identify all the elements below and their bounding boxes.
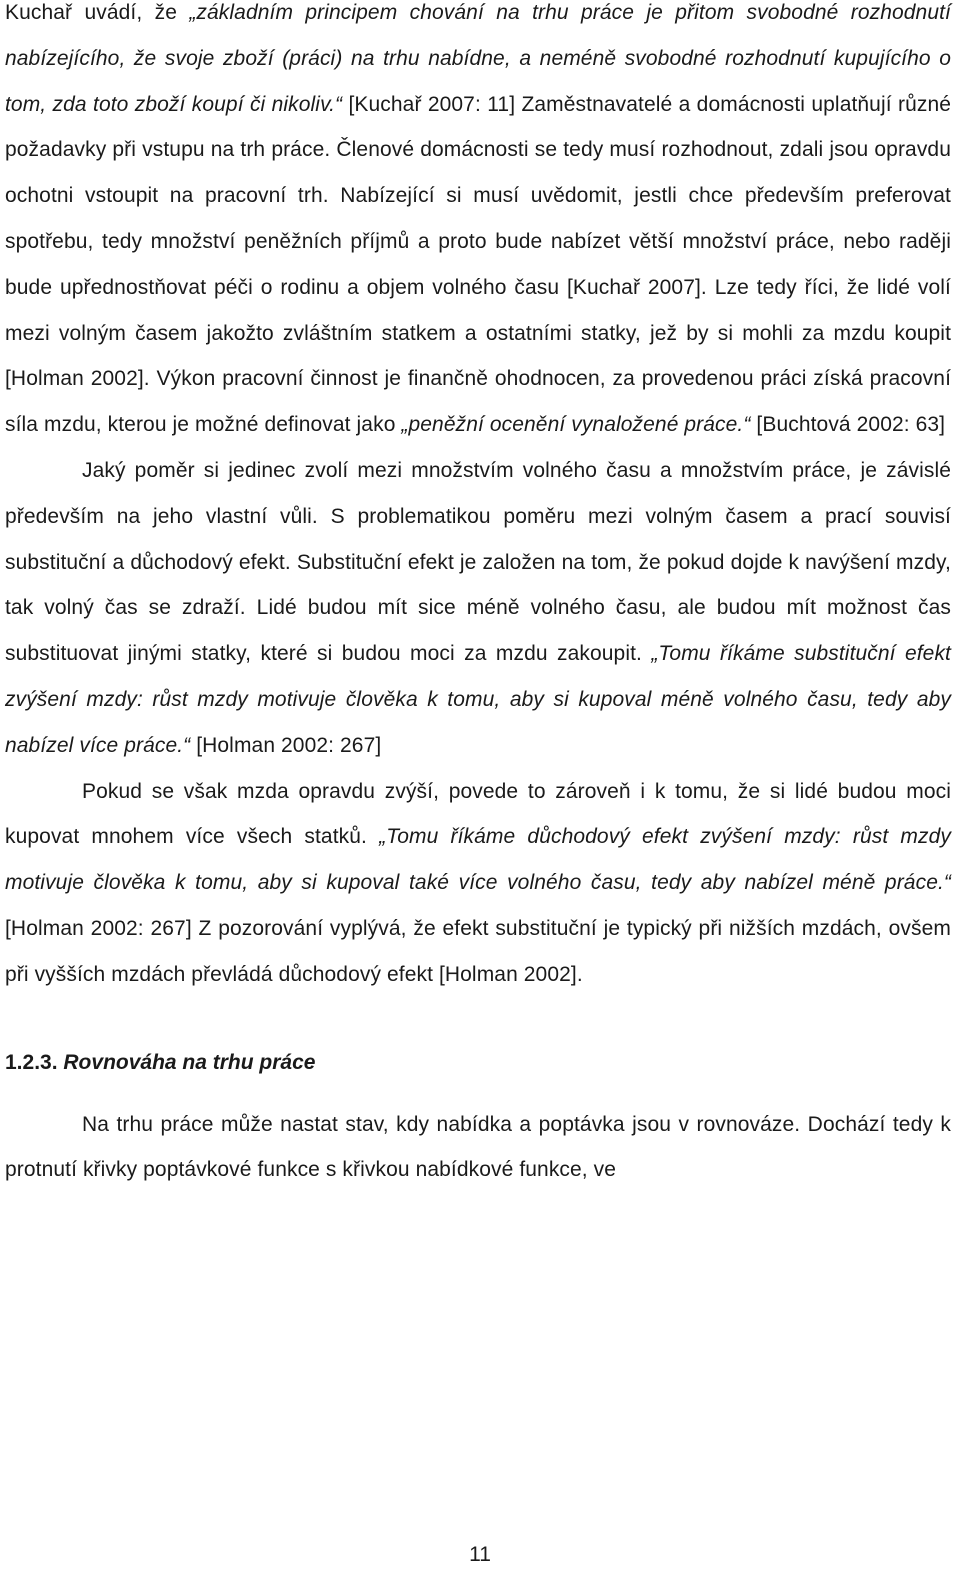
text-run: [Buchtová 2002: 63]	[750, 413, 946, 437]
quote-text: „Tomu říkáme důchodový efekt zvýšení mzdy: růst mzdy motivuje člověka k tomu, aby si kupoval také více volného času, tedy aby nabízel méně práce.“	[5, 825, 952, 895]
section-number: 1.2.3.	[5, 1050, 58, 1074]
quote-text: „základním principem chování na trhu práce je přitom svobodné rozhodnutí nabízejícího, že svoje zboží (práci) na trhu nabídne, a neméně svobodné rozhodnutí kupujícího o tom, zda toto zboží koupí či nikoliv.“	[5, 1, 951, 116]
text-run: Pokud se však mzda opravdu zvýší, povede to zároveň i k tomu, že si lidé budou moci kupovat mnohem více všech statků.	[5, 779, 951, 849]
document-page	[5, 0, 951, 1193]
text-run: [Holman 2002: 267] Z pozorování vyplývá, že efekt substituční je typický při nižších mzdách, ovšem při vyšších mzdách převládá důchodový efekt [Holman 2002].	[5, 916, 951, 986]
section-heading	[5, 1046, 951, 1080]
quote-text: „Tomu říkáme substituční efekt zvýšení mzdy: růst mzdy motivuje člověka k tomu, aby si kupoval méně volného času, tedy aby nabízel více práce.“	[5, 642, 951, 757]
text-run: [Holman 2002: 267]	[190, 733, 382, 757]
body-text	[5, 0, 951, 998]
paragraph	[5, 448, 951, 769]
quote-text: „peněžní ocenění vynaložené práce.“	[401, 413, 751, 437]
text-run: Kuchař uvádí, že	[5, 1, 190, 24]
text-run: Jaký poměr si jedinec zvolí mezi množstvím volného času a množstvím práce, je závislé především na jeho vlastní vůli. S problematikou poměru mezi volným časem a prací souvisí substituční a důchodový efekt. Substituční efekt je založen na tom, že pokud dojde k navýšení mzdy, tak volný čas se zdraží. Lidé budou mít sice méně volného času, ale budou mít možnost čas substituovat jinými statky, které si budou moci za mzdu zakoupit.	[5, 458, 951, 666]
text-run: [Kuchař 2007: 11] Zaměstnavatelé a domácnosti uplatňují různé požadavky při vstupu na trh práce. Členové domácnosti se tedy musí rozhodnout, zdali jsou opravdu ochotni vstoupit na pracovní trh. Nabízející si musí uvědomit, jestli chce především preferovat spotřebu, tedy množství peněžních příjmů a proto bude nabízet větší množství práce, nebo raději bude upřednostňovat péči o rodinu a objem volného času [Kuchař 2007]. Lze tedy říci, že lidé volí mezi volným časem jakožto zvláštním statkem a ostatními statky, jež by si mohli za mzdu koupit [Holman 2002]. Výkon pracovní činnost je finančně ohodnocen, za provedenou práci získá pracovní síla mzdu, kterou je možné definovat jako	[5, 92, 952, 437]
page-number: 11	[469, 1543, 491, 1566]
section-paragraph: Na trhu práce může nastat stav, kdy nabídka a poptávka jsou v rovnováze. Dochází tedy k protnutí křivky poptávkové funkce s křivkou nabídkové funkce, ve	[5, 1112, 951, 1182]
paragraph	[5, 769, 951, 998]
section-title: Rovnováha na trhu práce	[63, 1050, 316, 1074]
paragraph	[5, 0, 951, 448]
